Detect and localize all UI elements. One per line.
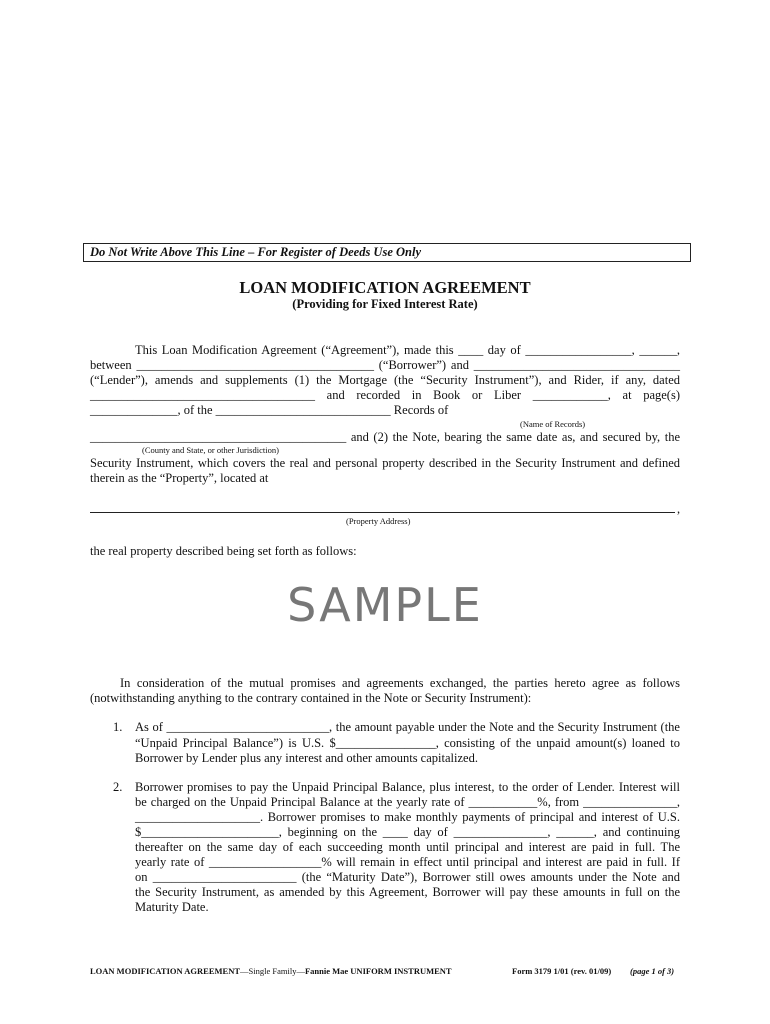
intro-line-2: between ______________________________________ (“Borrower”) and _________________________________	[90, 358, 680, 372]
item-2-line-3: ____________________. Borrower promises to make monthly payments of principal and interest of U.S.	[135, 810, 680, 824]
intro-line-8: therein as the “Property”, located at	[90, 471, 269, 485]
property-address-comma: ,	[677, 502, 681, 516]
item-2-line-1: Borrower promises to pay the Unpaid Principal Balance, plus interest, to the order of Lender. Interest will	[135, 780, 680, 794]
item-2-number: 2.	[113, 780, 123, 794]
item-2-line-2: be charged on the Unpaid Principal Balance at the yearly rate of ___________%, from _______________,	[135, 795, 680, 809]
item-1-line-3: Borrower by Lender plus any interest and other amounts capitalized.	[135, 751, 478, 765]
intro-line-4: ____________________________________ and recorded in Book or Liber ____________, at page(s)	[90, 388, 680, 402]
document-subtitle: (Providing for Fixed Interest Rate)	[292, 297, 478, 311]
item-2-line-8: the Security Instrument, as amended by this Agreement, Borrower will pay these amounts in full on the	[135, 885, 680, 899]
footer-title: LOAN MODIFICATION AGREEMENT	[90, 966, 241, 976]
property-address-caption: (Property Address)	[346, 516, 411, 526]
register-of-deeds-text: Do Not Write Above This Line – For Register of Deeds Use Only	[90, 245, 421, 259]
consideration-line-2: (notwithstanding anything to the contrary contained in the Note or Security Instrument):	[90, 691, 532, 705]
item-2-line-6: yearly rate of __________________% will remain in effect until principal and interest are paid in full. If	[135, 855, 680, 869]
item-1-line-2: “Unpaid Principal Balance”) is U.S. $________________, consisting of the unpaid amount(s) loaned to	[135, 736, 680, 750]
footer-form-number: Form 3179 1/01 (rev. 01/09)	[512, 966, 612, 976]
intro-line-6: _________________________________________ and (2) the Note, bearing the same date as, and secured by, the	[90, 430, 680, 444]
footer-form-name	[90, 966, 452, 976]
name-of-records-caption: (Name of Records)	[520, 419, 586, 429]
footer-instrument: Fannie Mae UNIFORM INSTRUMENT	[304, 966, 452, 976]
intro-line-5: ______________, of the ____________________________ Records of	[90, 403, 449, 417]
item-2-line-5: thereafter on the same day of each succeeding month until principal and interest are paid in full. The	[135, 840, 680, 854]
item-2-line-4: $______________________, beginning on the ____ day of _______________, ______, and continuing	[135, 825, 680, 839]
footer-type: —Single Family—	[240, 966, 305, 976]
item-2-line-7: on _______________________ (the “Maturity Date”), Borrower still owes amounts under the Note and	[135, 870, 680, 884]
item-2-line-9: Maturity Date.	[135, 900, 209, 914]
footer-page-number: (page 1 of 3)	[630, 966, 675, 976]
real-property-line: the real property described being set forth as follows:	[90, 544, 357, 558]
item-1-line-1: As of __________________________, the amount payable under the Note and the Security Instrument (the	[135, 720, 680, 734]
consideration-line-1: In consideration of the mutual promises and agreements exchanged, the parties hereto agree as follows	[120, 676, 680, 690]
intro-line-3: (“Lender”), amends and supplements (1) the Mortgage (the “Security Instrument”), and Rider, if any, dated	[90, 373, 680, 387]
register-of-deeds-box	[83, 243, 691, 262]
sample-watermark: SAMPLE	[287, 578, 483, 632]
item-1-number: 1.	[113, 720, 123, 734]
intro-line-7: Security Instrument, which covers the real and personal property described in the Security Instrument and defined	[90, 456, 680, 470]
document-title: LOAN MODIFICATION AGREEMENT	[239, 278, 531, 297]
county-caption: (County and State, or other Jurisdiction)	[142, 445, 279, 455]
intro-line-1: This Loan Modification Agreement (“Agreement”), made this ____ day of _________________, ______,	[135, 343, 680, 357]
property-address-line	[90, 512, 675, 513]
